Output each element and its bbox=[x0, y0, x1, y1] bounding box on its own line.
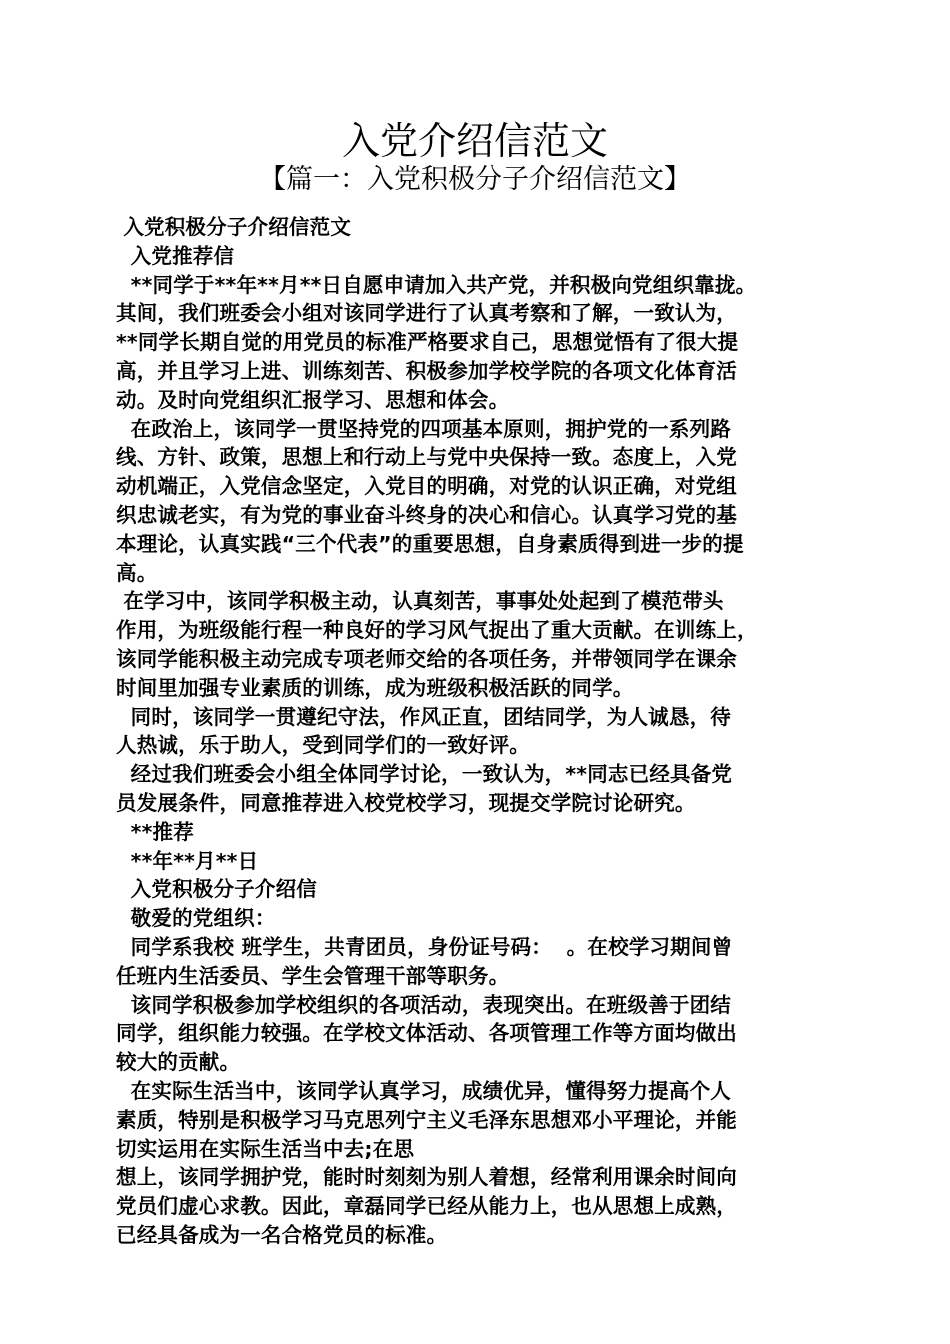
text-line: 入党积极分子介绍信 bbox=[116, 877, 317, 902]
text-line: 入党积极分子介绍信范文 bbox=[116, 215, 352, 239]
text-line: 入党推荐信 bbox=[116, 243, 235, 268]
text-line: 该同学积极参加学校组织的各项活动，表现突出。在班级善于团结 bbox=[116, 992, 731, 1017]
text-line: **同学于**年**月**日自愿申请加入共产党，并积极向党组织靠拢。 bbox=[116, 272, 757, 297]
text-line: 作用，为班级能行程一种良好的学习风气捉出了重大贡献。在训练上， bbox=[116, 618, 758, 643]
text-line: 人热诚，乐于助人，受到同学们的一致好评。 bbox=[116, 733, 530, 758]
text-line: 在学习中，该同学积极主动，认真刻苦，事事处处起到了模范带头 bbox=[116, 589, 724, 614]
text-line: 任班内生活委员、学生会管理干部等职务。 bbox=[116, 963, 510, 988]
text-line: 动机端正，入党信念坚定，入党目的明确，对党的认识正确，对党组 bbox=[116, 474, 737, 499]
text-line: 该同学能积极主动完成专项老师交给的各项任务，并带领同学在课余 bbox=[116, 646, 737, 671]
text-line: **年**月**日 bbox=[116, 848, 259, 873]
text-line: 员发展条件，同意推荐进入校党校学习，现提交学院讨论研究。 bbox=[116, 790, 696, 815]
document-subtitle: 【篇一：入党积极分子介绍信范文】 bbox=[259, 164, 691, 195]
text-line: 切实运用在实际生活当中去;在思 bbox=[116, 1136, 415, 1161]
text-line: 线、方针、政策，思想上和行动上与党中央保持一致。态度上，入党 bbox=[116, 445, 737, 470]
text-line: **推荐 bbox=[116, 819, 194, 844]
text-line: 已经具备成为一名合格党员的标准。 bbox=[116, 1222, 448, 1247]
text-line: 在实际生活当中，该同学认真学习，成绩优异，懂得努力提高个人 bbox=[116, 1078, 731, 1103]
text-line: 其间，我们班委会小组对该同学进行了认真考察和了解，一致认为， bbox=[116, 301, 737, 326]
text-line: 同时，该同学一贯遵纪守法，作风正直，团结同学，为人诚恳，待 bbox=[116, 704, 731, 729]
text-line: 高，并且学习上进、训练刻苦、积极参加学校学院的各项文化体育活 bbox=[116, 358, 737, 383]
text-line: 同学系我校 班学生，共青团员，身份证号码： 。在校学习期间曾 bbox=[116, 934, 733, 959]
document-title: 入党介绍信范文 bbox=[341, 119, 608, 163]
text-line: 高。 bbox=[116, 560, 158, 585]
text-line: 素质，特别是积极学习马克思列宁主义毛泽东思想邓小平理论，并能 bbox=[116, 1107, 737, 1132]
document-body bbox=[116, 213, 838, 1250]
text-line: 本理论，认真实践“三个代表”的重要思想，自身素质得到进一步的提 bbox=[116, 531, 744, 556]
text-line: 较大的贡献。 bbox=[116, 1050, 241, 1075]
text-line: 在政治上，该同学一贯坚持党的四项基本原则，拥护党的一系列路 bbox=[116, 416, 731, 441]
text-line: 动。及时向党组织汇报学习、思想和体会。 bbox=[116, 387, 510, 412]
text-line: 同学，组织能力较强。在学校文体活动、各项管理工作等方面均做出 bbox=[116, 1021, 737, 1046]
text-line: 织忠诚老实，有为党的事业奋斗终身的决心和信心。认真学习党的基 bbox=[116, 502, 737, 527]
text-line: 敬爱的党组织： bbox=[116, 906, 276, 931]
text-line: 想上，该同学拥护党，能时时刻刻为别人着想，经常利用课余时间向 bbox=[116, 1165, 737, 1190]
text-line: 时间里加强专业素质的训练，成为班级积极活跃的同学。 bbox=[116, 675, 634, 700]
text-line: 经过我们班委会小组全体同学讨论，一致认为，**同志已经具备党 bbox=[116, 762, 733, 787]
text-line: 党员们虚心求教。因此，章磊同学已经从能力上，也从思想上成熟， bbox=[116, 1194, 737, 1219]
text-line: **同学长期自觉的用党员的标准严格要求自己，思想觉悟有了很大提 bbox=[116, 330, 739, 355]
